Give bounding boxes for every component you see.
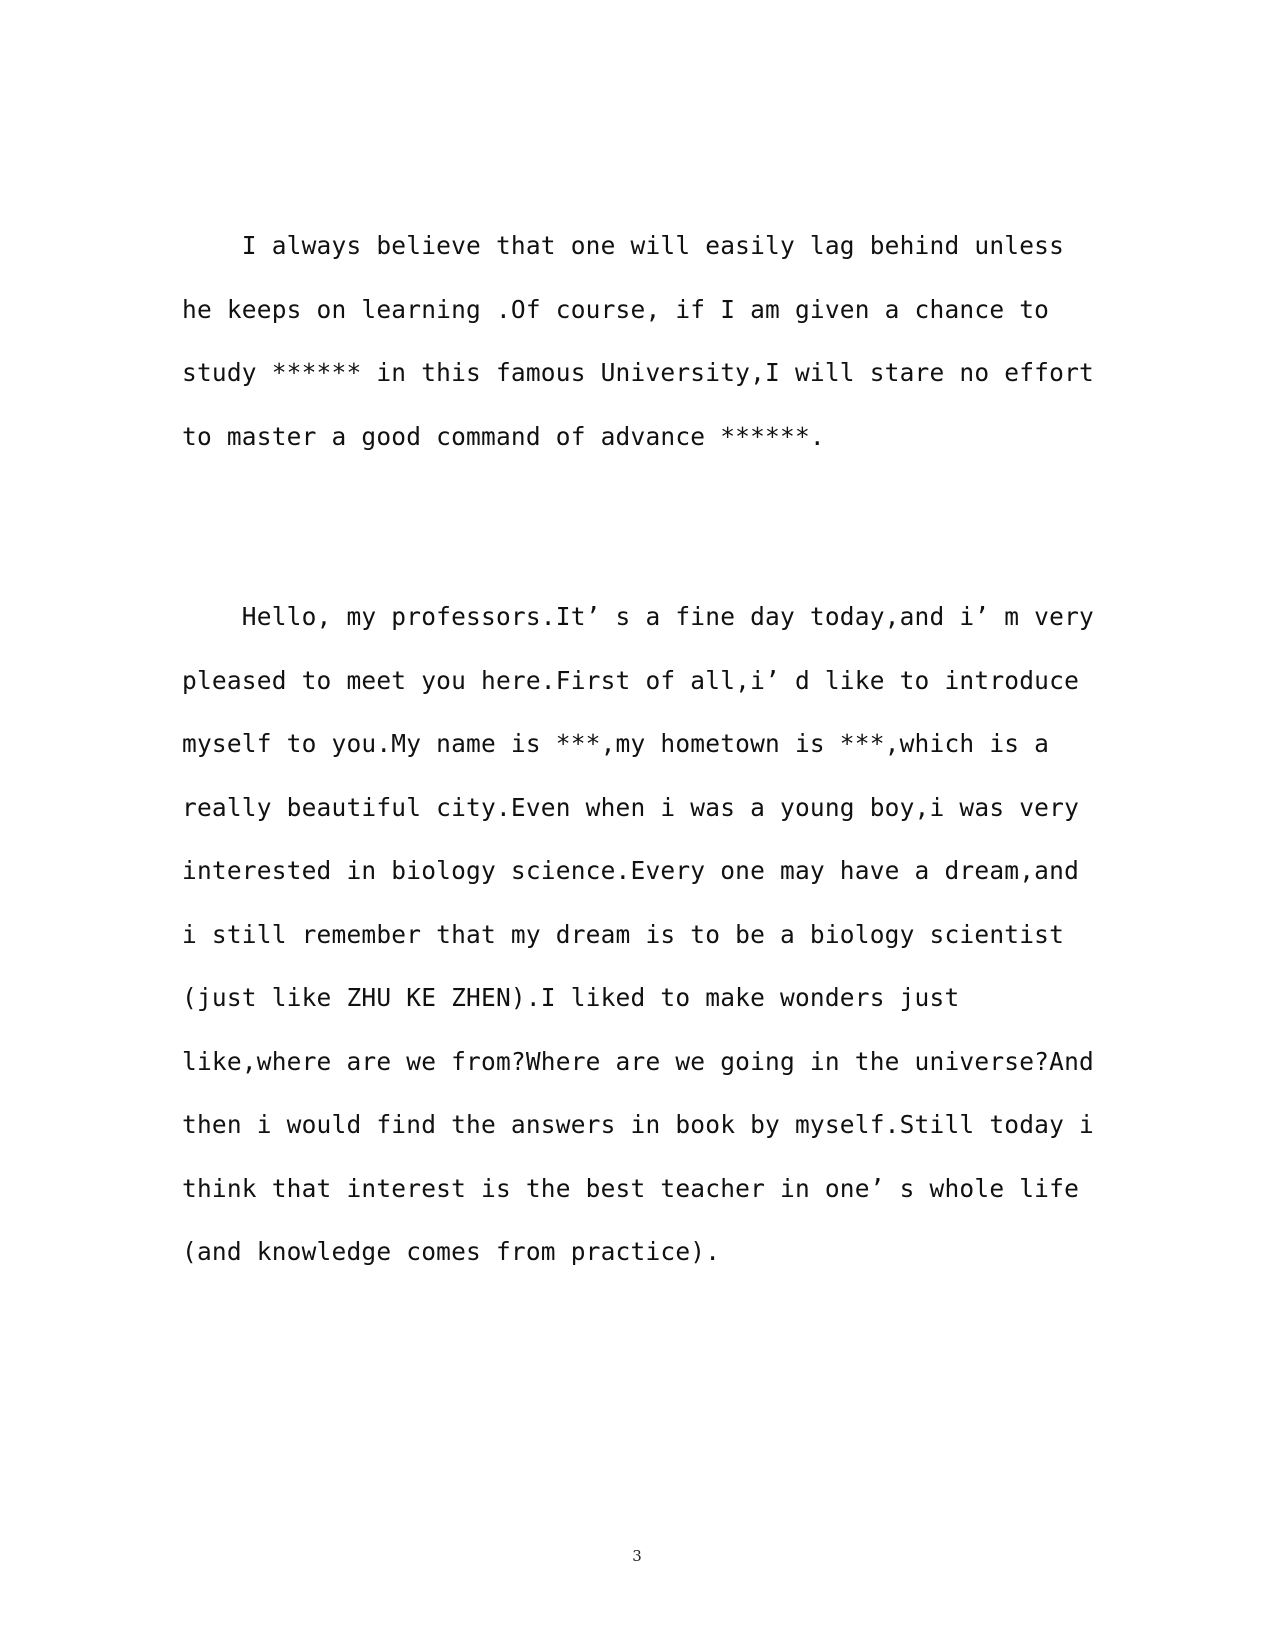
text-line: to master a good command of advance ******. — [182, 421, 825, 451]
text-line: myself to you.My name is ***,my hometown is ***,which is a — [182, 729, 1050, 758]
text-line: (just like ZHU KE ZHEN).I liked to make wonders just — [182, 983, 960, 1012]
text-line: he keeps on learning .Of course, if I am given a chance to — [182, 294, 1050, 324]
text-line: pleased to meet you here.First of all,i’ d like to introduce — [182, 665, 1080, 695]
text-line: then i would find the answers in book by myself.Still today i — [182, 1110, 1094, 1139]
paragraph-2 — [182, 597, 1094, 1296]
text-line: interested in biology science.Every one may have a dream,and — [182, 856, 1080, 885]
text-line: study ****** in this famous University,I will stare no effort — [182, 358, 1094, 387]
text-line: Hello, my professors.It’ s a fine day today,and i’ m very — [182, 602, 1094, 631]
text-line: i still remember that my dream is to be a biology scientist — [182, 919, 1065, 949]
text-line: (and knowledge comes from practice). — [182, 1237, 721, 1266]
page-number: 3 — [632, 1547, 642, 1565]
paragraph-1 — [182, 226, 1094, 480]
text-line: like,where are we from?Where are we going in the universe?And — [182, 1046, 1094, 1076]
text-line: think that interest is the best teacher in one’ s whole life — [182, 1173, 1080, 1203]
text-line: really beautiful city.Even when i was a young boy,i was very — [182, 792, 1080, 822]
text-line: I always believe that one will easily lag behind unless — [182, 231, 1065, 260]
